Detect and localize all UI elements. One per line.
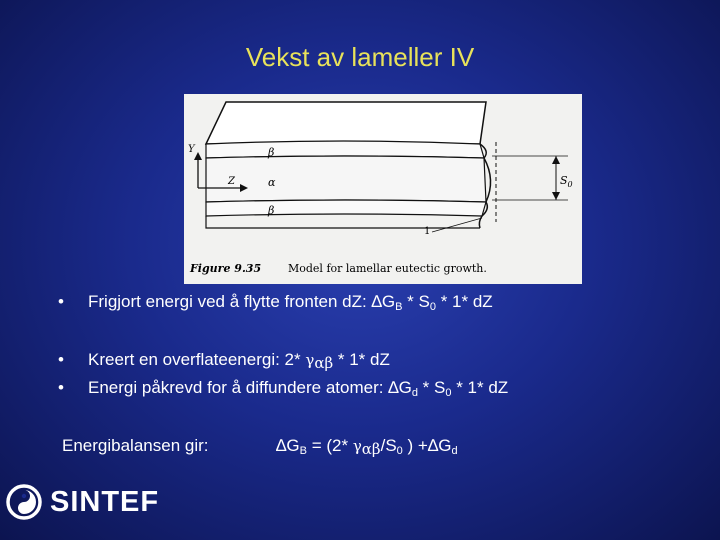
phase-beta-bottom: β [268,204,275,217]
lamellar-diagram [184,94,582,284]
spacing-label: $S_0$ [560,174,573,189]
bullet-marker: • [58,292,64,311]
energy-balance-label: Energibalansen gir: [62,436,209,455]
axis-y-label: Y [188,144,195,155]
bullet-item-diffusion-energy: • Energi påkrevd for å diffundere atomer: $\Delta G_d * S_0 * 1*$ dZ [58,378,509,399]
bullet-item-surface-energy: • Kreert en overflateenergi: 2* $\gamma_{\alpha\beta} * 1*$ dZ [58,350,390,372]
energy-balance-equation: $\Delta G_B = (2*$ $\gamma_{\alpha\beta}/S_0$ ) $+\Delta G_d$ [276,436,458,458]
phase-alpha: α [268,176,276,189]
axis-z-label: Z [228,176,235,187]
block-top-face [206,102,486,144]
sintef-logo-text: SINTEF [50,485,160,518]
phase-beta-top: β [268,146,275,159]
slide-title: Vekst av lameller IV [245,42,475,72]
figure-number: Figure 9.35 [190,262,262,275]
bullet-marker: • [58,378,64,397]
beta-layer-bottom [206,200,486,216]
alpha-layer [206,156,486,202]
sintef-logo [6,484,159,520]
front-label: 1 [424,226,431,237]
figure-caption: Model for lamellar eutectic growth. [288,262,487,275]
bullet-marker: • [58,350,64,369]
sintef-logo-icon [6,484,42,520]
lamellar-growth-figure [184,94,582,284]
bullet-item-released-energy: • Frigjort energi ved å flytte fronten dZ: $\Delta G_B * S_0 * 1*$ dZ [58,292,493,313]
